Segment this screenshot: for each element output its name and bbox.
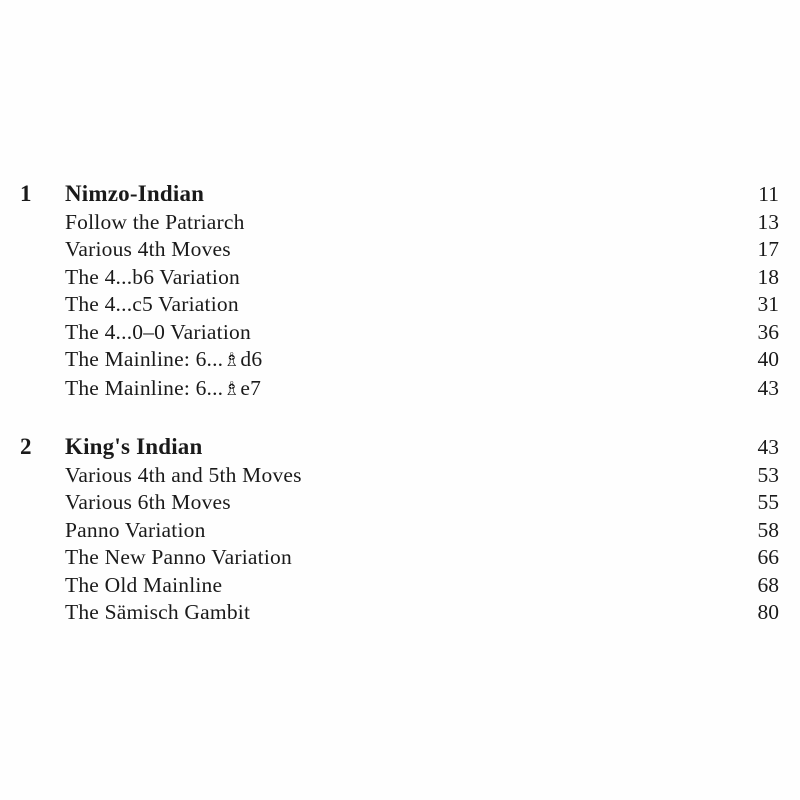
toc-section-row (20, 375, 779, 404)
toc-section-row (20, 572, 779, 600)
toc-section-row (20, 264, 779, 292)
chapter-page-number: 43 (757, 435, 779, 459)
toc-section-row (20, 517, 779, 545)
chapter-title: King's Indian (65, 434, 203, 459)
toc-chapter (20, 180, 779, 403)
section-title: The Sämisch Gambit (65, 600, 251, 624)
section-page-number: 13 (757, 209, 779, 234)
toc-section-row (20, 291, 779, 319)
section-title: The Mainline: 6...♗d6 (65, 347, 263, 371)
section-page-number: 17 (757, 237, 779, 261)
section-page-number: 36 (757, 319, 779, 344)
section-title: The Mainline: 6...♗e7 (65, 375, 262, 400)
toc (20, 180, 779, 657)
chapter-title: Nimzo-Indian (65, 181, 205, 206)
chapter-number: 1 (20, 181, 32, 206)
toc-section-row (20, 209, 779, 237)
toc-chapter (20, 433, 779, 627)
section-page-number: 58 (757, 517, 779, 542)
chapter-heading-row (20, 180, 779, 209)
section-page-number: 43 (757, 375, 779, 400)
section-page-number: 31 (757, 292, 779, 316)
section-title: Panno Variation (65, 517, 206, 542)
section-title: The 4...c5 Variation (65, 292, 239, 316)
section-page-number: 66 (757, 545, 779, 569)
section-page-number: 53 (757, 462, 779, 487)
toc-section-row (20, 319, 779, 347)
toc-section-row (20, 462, 779, 490)
section-page-number: 80 (757, 600, 779, 624)
section-page-number: 55 (757, 490, 779, 514)
section-title: Various 4th Moves (65, 237, 231, 261)
section-title: The New Panno Variation (65, 545, 292, 569)
toc-section-row (20, 236, 779, 264)
toc-section-row (20, 599, 779, 627)
toc-section-row (20, 346, 779, 375)
section-title: Various 4th and 5th Moves (65, 462, 302, 487)
section-title: The 4...0–0 Variation (65, 319, 251, 344)
chapter-heading-row (20, 433, 779, 462)
bishop-figurine-icon: ♗ (223, 377, 241, 400)
section-title: The Old Mainline (65, 572, 223, 597)
section-page-number: 40 (757, 347, 779, 371)
section-title: Follow the Patriarch (65, 209, 245, 234)
section-title: Various 6th Moves (65, 490, 231, 514)
section-page-number: 68 (757, 572, 779, 597)
chapter-page-number: 11 (758, 182, 779, 206)
toc-section-row (20, 489, 779, 517)
bishop-figurine-icon: ♗ (223, 349, 241, 371)
toc-section-row (20, 544, 779, 572)
section-title: The 4...b6 Variation (65, 264, 240, 289)
section-page-number: 18 (757, 264, 779, 289)
chapter-number: 2 (20, 434, 32, 459)
